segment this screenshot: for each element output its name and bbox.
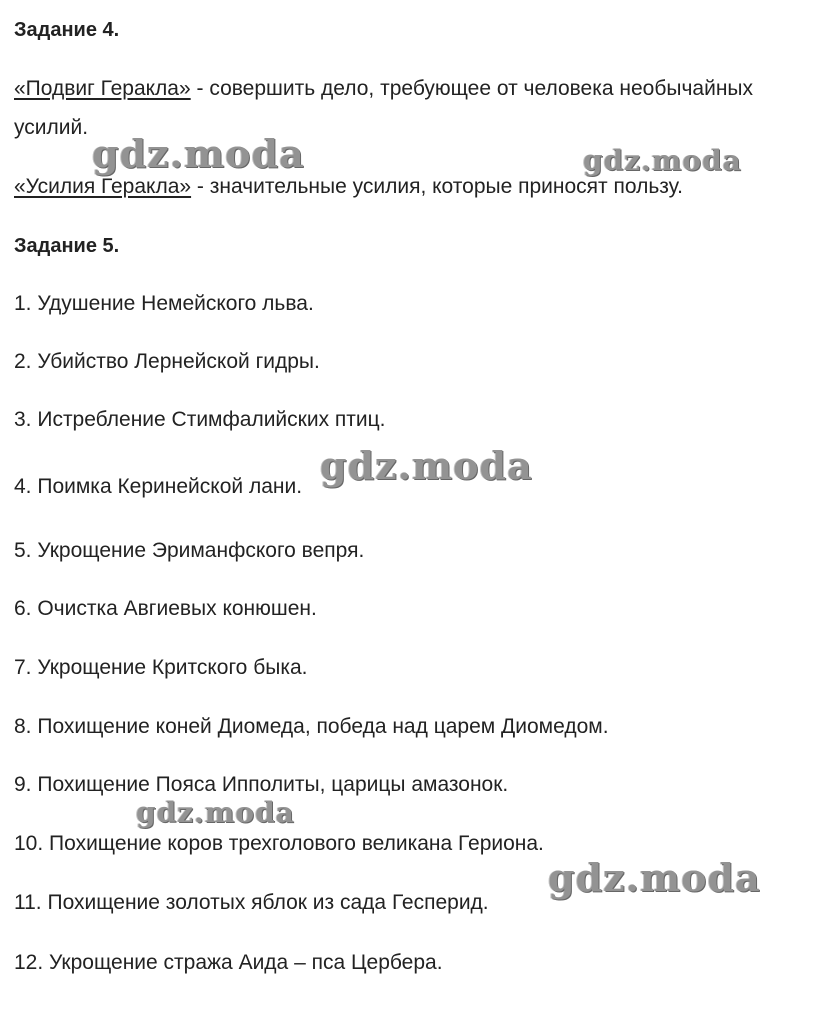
definition-podvig-continuation: усилий. <box>14 116 89 139</box>
watermark: gdz.moda <box>548 855 761 900</box>
definition-usiliya <box>14 174 683 200</box>
list-item: 1. Удушение Немейского льва. <box>14 292 314 315</box>
list-item: 6. Очистка Авгиевых конюшен. <box>14 597 317 620</box>
list-item: 11. Похищение золотых яблок из сада Гесперид. <box>14 891 489 914</box>
task4-heading: Задание 4. <box>14 19 120 41</box>
list-item: 2. Убийство Лернейской гидры. <box>14 350 320 373</box>
watermark: gdz.moda <box>320 443 533 488</box>
term-usiliya: «Усилия Геракла» <box>14 175 192 198</box>
task5-heading: Задание 5. <box>14 235 120 257</box>
list-item: 3. Истребление Стимфалийских птиц. <box>14 408 386 431</box>
definition-podvig-text: - совершить дело, требующее от человека необычайных <box>190 77 754 100</box>
list-item: 9. Похищение Пояса Ипполиты, царицы амазонок. <box>14 773 509 796</box>
list-item: 7. Укрощение Критского быка. <box>14 656 308 679</box>
watermark: gdz.moda <box>583 144 742 177</box>
list-item: 12. Укрощение стража Аида – пса Цербера. <box>14 951 443 974</box>
definition-podvig <box>14 76 753 102</box>
term-podvig: «Подвиг Геракла» <box>14 77 191 100</box>
list-item: 5. Укрощение Эриманфского вепря. <box>14 539 365 562</box>
watermark: gdz.moda <box>92 131 305 176</box>
list-item: 10. Похищение коров трехголового великана Гериона. <box>14 832 544 855</box>
definition-usiliya-text: - значительные усилия, которые приносят пользу. <box>191 175 683 198</box>
list-item: 4. Поимка Керинейской лани. <box>14 475 303 498</box>
watermark: gdz.moda <box>136 796 295 829</box>
list-item: 8. Похищение коней Диомеда, победа над царем Диомедом. <box>14 715 609 738</box>
